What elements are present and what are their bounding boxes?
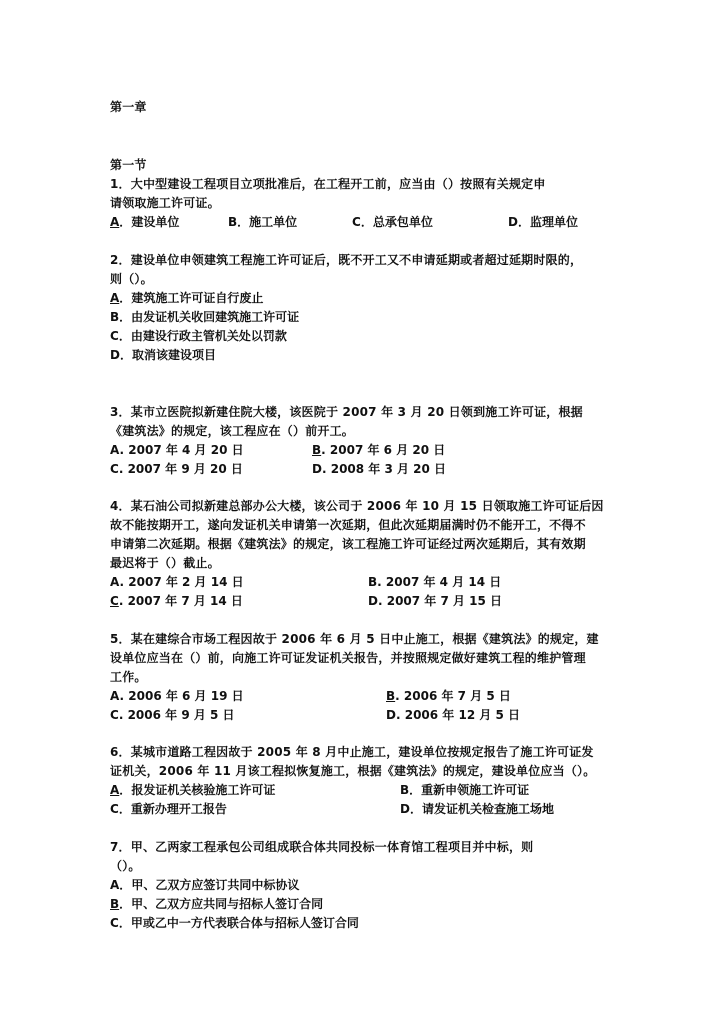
question-4-stem-line-1: 4．某石油公司拟新建总部办公大楼，该公司于 2006 年 10 月 15 日领取施工许可证后因	[110, 499, 604, 513]
question-2-option-c: C．由建设行政主管机关处以罚款	[110, 329, 287, 343]
question-5-stem-line-3: 工作。	[110, 670, 147, 684]
question-6-stem-line-2: 证机关，2006 年 11 月该工程拟恢复施工，根据《建筑法》的规定，建设单位应当（）。	[110, 764, 596, 778]
question-3-option-d: D. 2008 年 3 月 20 日	[312, 462, 447, 476]
question-3-option-c: C. 2007 年 9 月 20 日	[110, 462, 243, 476]
question-5-option-c: C. 2006 年 9 月 5 日	[110, 708, 235, 722]
question-1-stem-line-2: 请领取施工许可证。	[110, 196, 220, 210]
question-2-option-d: D．取消该建设项目	[110, 348, 216, 362]
chapter-heading: 第一章	[110, 100, 147, 114]
question-6-option-c: C．重新办理开工报告	[110, 802, 227, 816]
question-1-option-a: A．建设单位	[110, 215, 180, 229]
question-5-stem-line-2: 设单位应当在（）前，向施工许可证发证机关报告，并按照规定做好建筑工程的维护管理	[110, 651, 586, 665]
section-heading: 第一节	[110, 158, 147, 172]
question-2-option-a: A．建筑施工许可证自行废止	[110, 291, 264, 305]
question-6-stem-line-1: 6．某城市道路工程因故于 2005 年 8 月中止施工，建设单位按规定报告了施工许可证发	[110, 745, 594, 759]
question-7-option-b: B．甲、乙双方应共同与招标人签订合同	[110, 897, 324, 911]
question-3-option-a: A. 2007 年 4 月 20 日	[110, 443, 244, 457]
question-4-stem-line-4: 最迟将于（）截止。	[110, 556, 220, 570]
question-7-stem-line-1: 7．甲、乙两家工程承包公司组成联合体共同投标一体育馆工程项目并中标，则	[110, 840, 534, 854]
question-1-stem-line-1: 1．大中型建设工程项目立项批准后，在工程开工前，应当由（）按照有关规定申	[110, 177, 546, 191]
question-5-stem-line-1: 5．某在建综合市场工程因故于 2006 年 6 月 5 日中止施工，根据《建筑法》的规定，建	[110, 632, 599, 646]
question-7-option-a: A．甲、乙双方应签订共同中标协议	[110, 878, 300, 892]
question-5-option-b: B. 2006 年 7 月 5 日	[386, 689, 511, 703]
question-6-option-b: B．重新申领施工许可证	[400, 783, 530, 797]
question-7-option-c: C．甲或乙中一方代表联合体与招标人签订合同	[110, 916, 359, 930]
question-7-stem-line-2: （）。	[110, 859, 141, 873]
question-4-stem-line-3: 申请第二次延期。根据《建筑法》的规定，该工程施工许可证经过两次延期后，其有效期	[110, 537, 586, 551]
question-3-stem-line-2: 《建筑法》的规定，该工程应在（）前开工。	[110, 424, 355, 438]
question-5-option-a: A. 2006 年 6 月 19 日	[110, 689, 244, 703]
question-4-option-a: A. 2007 年 2 月 14 日	[110, 575, 244, 589]
question-4-stem-line-2: 故不能按期开工，遂向发证机关申请第一次延期，但此次延期届满时仍不能开工，不得不	[110, 518, 586, 532]
question-4-option-c: C. 2007 年 7 月 14 日	[110, 594, 243, 608]
question-4-option-d: D. 2007 年 7 月 15 日	[368, 594, 503, 608]
question-3-stem-line-1: 3．某市立医院拟新建住院大楼，该医院于 2007 年 3 月 20 日领到施工许可证，根据	[110, 405, 583, 419]
question-4-option-b: B. 2007 年 4 月 14 日	[368, 575, 502, 589]
question-2-option-b: B．由发证机关收回建筑施工许可证	[110, 310, 300, 324]
question-3-option-b: B. 2007 年 6 月 20 日	[312, 443, 446, 457]
question-1-option-d: D．监理单位	[508, 215, 578, 229]
question-2-stem-line-1: 2．建设单位申领建筑工程施工许可证后，既不开工又不申请延期或者超过延期时限的，	[110, 253, 583, 267]
question-5-option-d: D. 2006 年 12 月 5 日	[386, 708, 521, 722]
question-6-option-d: D．请发证机关检查施工场地	[400, 802, 554, 816]
question-2-stem-line-2: 则（）。	[110, 272, 153, 286]
question-6-option-a: A．报发证机关核验施工许可证	[110, 783, 276, 797]
question-1-option-c: C．总承包单位	[352, 215, 433, 229]
question-1-option-b: B．施工单位	[228, 215, 298, 229]
